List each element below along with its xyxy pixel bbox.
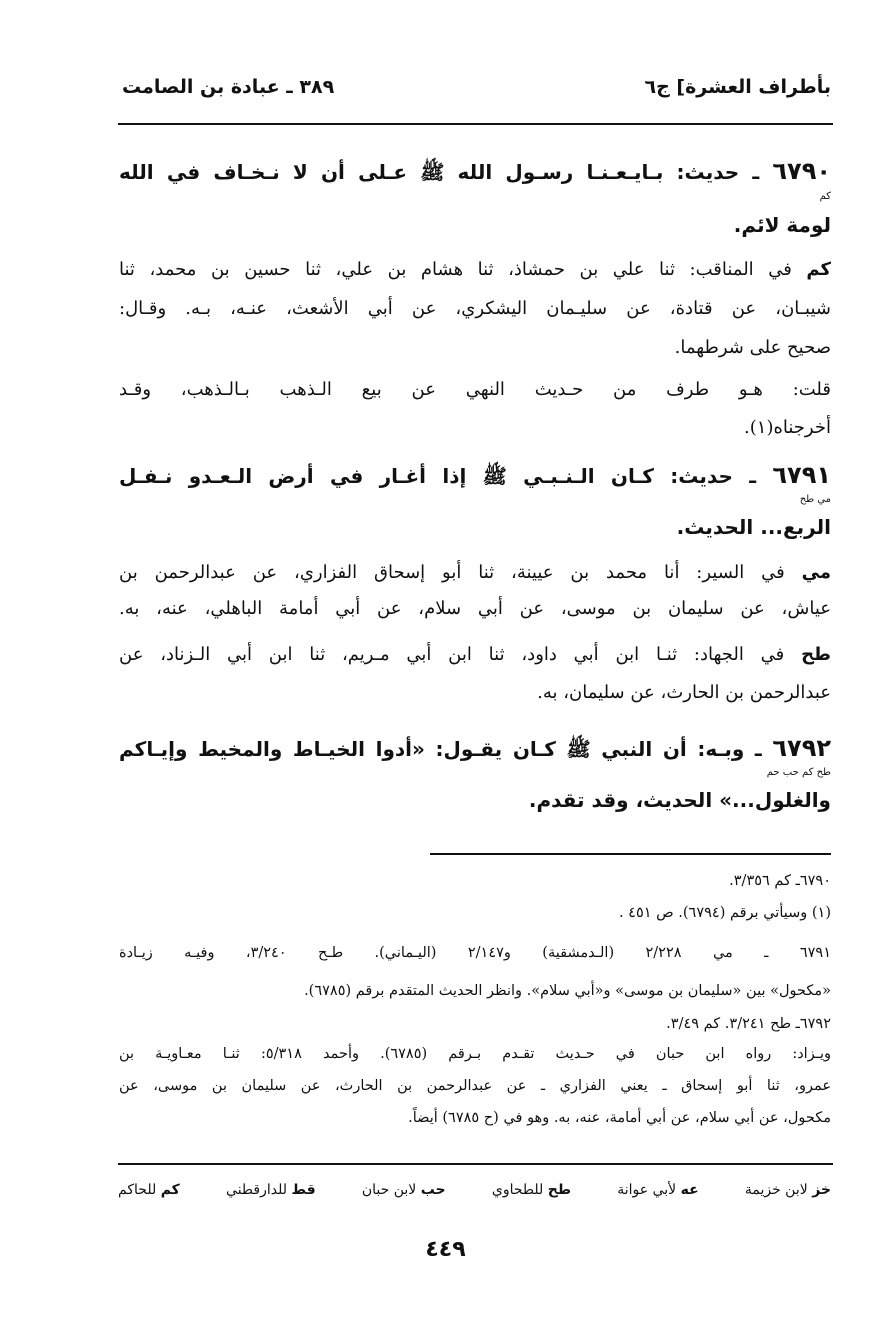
source-kam-line3: صحيح على شرطهما.: [674, 337, 831, 358]
hadith-text: ـ حديث: بـايـعـنـا رسـول الله ﷺ عـلى أن لا نـخـاف في الله: [119, 160, 760, 184]
legend-rule: [118, 1163, 833, 1165]
legend-text: للطحاوي: [491, 1182, 544, 1198]
page-number: ٤٤٩: [425, 1237, 466, 1262]
hadith-6792-heading-cont: والغلول...» الحديث، وقد تقدم.: [528, 788, 831, 812]
hadith-6790-heading: [119, 156, 831, 187]
source-text: في الجهاد: ثنـا ابن أبي داود، ثنا ابن أبي مـريم، ثنا ابن أبي الـزناد، عن: [119, 644, 785, 665]
abbreviation-legend: [118, 1182, 831, 1198]
hadith-6792-sigla: طح كم حب حم: [766, 767, 831, 778]
source-tah-line1: [119, 640, 831, 670]
source-mi-line1: [119, 558, 831, 588]
footnote-1: (١) وسيأتي برقم (٦٧٩٤). ص ٤٥١ .: [618, 905, 831, 921]
legend-text: لابن حبان: [361, 1182, 417, 1198]
hadith-6792-heading: [119, 733, 831, 764]
running-header-book-title: بأطراف العشرة] ج٦: [644, 76, 831, 98]
source-mi-line2: عياش، عن سليمان بن موسى، عن أبي سلام، عن أبي أمامة الباهلي، عنه، به.: [119, 598, 831, 619]
legend-text: لابن خزيمة: [744, 1182, 808, 1198]
footnote-6792: ٦٧٩٢ـ طح ٣/٢٤١. كم ٣/٤٩.: [666, 1016, 831, 1032]
qult-note-line1: قلت: هـو طرف من حـديث النهي عن بيع الـذهب بـالـذهب، وقـد: [119, 379, 831, 400]
source-text: في المناقب: ثنا علي بن حمشاذ، ثنا هشام بن علي، ثنا حسين بن محمد، ثنا: [119, 259, 792, 280]
legend-text: لأبي عوانة: [617, 1182, 677, 1198]
legend-item: [118, 1182, 180, 1198]
header-rule: [118, 123, 833, 125]
hadith-number: ٦٧٩١: [772, 461, 831, 489]
legend-abbr: قط: [291, 1182, 316, 1198]
footnote-6791-line1: ٦٧٩١ ـ مي ٢/٢٢٨ (الـدمشقية) و٢/١٤٧ (اليـماني). طـح ٣/٢٤٠، وفيـه زيـادة: [119, 945, 831, 961]
running-header-chapter: ٣٨٩ ـ عبادة بن الصامت: [122, 76, 335, 98]
legend-abbr: عه: [680, 1182, 699, 1198]
footnote-6790: ٦٧٩٠ـ كم ٣/٣٥٦.: [729, 873, 831, 889]
source-text: في السير: أنا محمد بن عيينة، ثنا أبو إسحاق الفزاري، عن عبدالرحمن بن: [119, 562, 785, 583]
hadith-6790-heading-cont: لومة لائم.: [733, 213, 831, 237]
legend-text: للدارقطني: [226, 1182, 288, 1198]
source-symbol: طح: [801, 644, 831, 665]
source-kam-line1: [119, 255, 831, 285]
legend-item: [226, 1182, 316, 1198]
legend-item: [492, 1182, 571, 1198]
legend-text: للحاكم: [118, 1182, 157, 1198]
hadith-6791-heading-cont: الربع... الحديث.: [676, 515, 831, 539]
hadith-text: ـ وبـه: أن النبي ﷺ كـان يقـول: «أدوا الخيـاط والمخيط وإيـاكم: [119, 737, 762, 761]
footnote-rule: [430, 853, 831, 855]
hadith-6791-heading: [119, 460, 831, 491]
legend-abbr: طح: [547, 1182, 572, 1198]
footnote-addition-line1: ويـزاد: رواه ابن حبان في حـديث تقـدم بـرقم (٦٧٨٥). وأحمد ٥/٣١٨: ثنـا معـاويـة بن: [119, 1046, 831, 1062]
footnote-addition-line3: مكحول، عن أبي سلام، عن أبي أمامة، عنه، به. وهو في (ح ٦٧٨٥) أيضاً.: [408, 1110, 831, 1126]
source-symbol: مي: [801, 562, 831, 583]
legend-abbr: حب: [420, 1182, 446, 1198]
legend-item: [362, 1182, 446, 1198]
source-tah-line2: عبدالرحمن بن الحارث، عن سليمان، به.: [537, 682, 831, 703]
legend-abbr: كم: [160, 1182, 180, 1198]
hadith-text: ـ حديث: كـان الـنـبـي ﷺ إذا أغـار في أرض الـعـدو نـفـل: [119, 464, 757, 488]
source-kam-line2: شيبـان، عن قتادة، عن سليـمان اليشكري، عن أبي الأشعث، عنـه، بـه. وقـال:: [119, 298, 831, 319]
legend-item: [745, 1182, 831, 1198]
legend-abbr: خز: [812, 1182, 831, 1198]
footnote-addition-line2: عمرو، ثنا أبو إسحاق ـ يعني الفزاري ـ عن عبدالرحمن بن الحارث، عن سليمان بن موسى، عن: [119, 1078, 831, 1094]
qult-note-line2: أخرجناه(١).: [744, 417, 831, 438]
hadith-6791-sigla: مي طح: [799, 494, 831, 505]
hadith-number: ٦٧٩٢: [772, 734, 831, 762]
legend-item: [617, 1182, 698, 1198]
hadith-number: ٦٧٩٠: [772, 157, 831, 185]
hadith-6790-sigla: كم: [819, 191, 831, 202]
footnote-6791-line2: «مكحول» بين «سليمان بن موسى» و«أبي سلام». وانظر الحديث المتقدم برقم (٦٧٨٥).: [304, 983, 831, 999]
source-symbol: كم: [806, 259, 831, 280]
